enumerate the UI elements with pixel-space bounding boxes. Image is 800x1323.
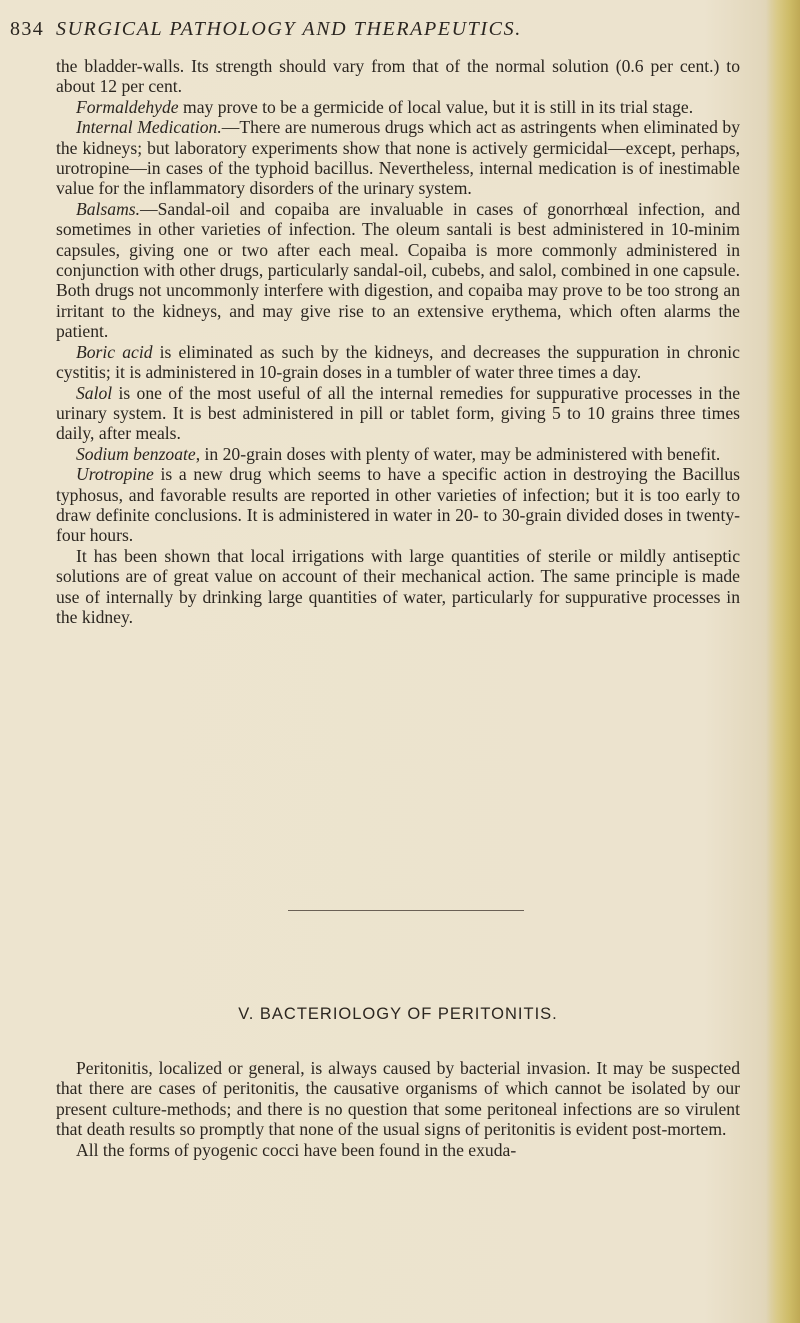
paragraph-text: All the forms of pyogenic cocci have been found in the exuda- — [76, 1139, 517, 1160]
running-title: SURGICAL PATHOLOGY AND THERAPEUTICS. — [56, 18, 522, 40]
paragraph-lead: Urotropine — [76, 464, 154, 485]
paragraph-sodium-benzoate — [56, 444, 740, 464]
paragraph-text: the bladder-walls. Its strength should vary from that of the normal solution (0.6 per cent.) to about 12 per cent. — [56, 56, 740, 97]
paragraph-bladder-walls — [56, 56, 740, 97]
paragraph-urotropine — [56, 464, 740, 546]
paragraph-lead: Internal Medication. — [76, 117, 222, 138]
page-edge-strip — [766, 0, 800, 1323]
paragraph-irrigations — [56, 546, 740, 628]
paragraph-balsams — [56, 199, 740, 342]
paragraph-formaldehyde — [56, 97, 740, 117]
page-header — [10, 8, 750, 44]
body-text — [56, 56, 740, 627]
paragraph-text: Peritonitis, localized or general, is always caused by bacterial invasion. It may be suspected that there are cases of peritonitis, the causative organisms of which cannot be isolated by our present culture-methods; and there is no question that some peritoneal infections are so virulent that death results so promptly that none of the usual signs of peritonitis is evident post-mortem. — [56, 1058, 740, 1140]
paragraph-lead: Sodium benzoate — [76, 443, 196, 464]
paragraph-text: is a new drug which seems to have a specific action in destroying the Bacillus typhosus, and favorable results are reported in other varieties of infection; but it is too early to draw definite conclusions. It is administered in water in 20- to 30-grain divided doses in twenty-four hours. — [56, 464, 740, 546]
page-number: 834 — [10, 18, 45, 40]
paragraph-text: —Sandal-oil and copaiba are invaluable in cases of gonorrhœal infection, and sometimes in other varieties of infection. The oleum santali is best administered in 10-minim capsules, giving one or two after each meal. Copaiba is more commonly administered in conjunction with other drugs, particularly sandal-oil, cubebs, and salol, combined in one capsule. Both drugs not uncommonly interfere with digestion, and copaiba may prove to be too strong an irritant to the kidneys, and may give rise to an extensive erythema, which often alarms the patient. — [56, 198, 740, 342]
paragraph-salol — [56, 383, 740, 444]
paragraph-text: is eliminated as such by the kidneys, and decreases the suppuration in chronic cystitis; it is administered in 10-grain doses in a tumbler of water three times a day. — [56, 341, 740, 383]
paragraph-lead: Balsams. — [76, 198, 141, 219]
paragraph-lead: Salol — [76, 382, 113, 403]
paragraph-peritonitis — [56, 1058, 740, 1140]
section-heading: V. BACTERIOLOGY OF PERITONITIS. — [238, 1005, 558, 1023]
paragraph-lead: Boric acid — [76, 341, 153, 362]
paragraph-text: may prove to be a germicide of local value, but it is still in its trial stage. — [178, 96, 694, 117]
paragraph-text: It has been shown that local irrigations with large quantities of sterile or mildly antiseptic solutions are of great value on account of their mechanical action. The same principle is made use of internally by drinking large quantities of water, particularly for suppurative processes in the kidney. — [56, 545, 740, 627]
paragraph-pyogenic-cocci — [56, 1140, 740, 1160]
paragraph-text: —There are numerous drugs which act as astringents when eliminated by the kidneys; but laboratory experiments show that none is actively germicidal—except, perhaps, urotropine—in cases of the typhoid bacillus. Nevertheless, internal medication is of inestimable value for the inflammatory disorders of the urinary system. — [56, 117, 741, 199]
paragraph-text: , in 20-grain doses with plenty of water, may be administered with benefit. — [195, 443, 721, 464]
paragraph-text: is one of the most useful of all the internal remedies for suppurative processes in the urinary system. It is best administered in pill or tablet form, giving 5 to 10 grains three times daily, after meals. — [56, 382, 740, 444]
paragraph-boric-acid — [56, 342, 740, 383]
section-divider — [288, 910, 524, 911]
section-text — [56, 1058, 740, 1160]
paragraph-lead: Formaldehyde — [76, 96, 179, 117]
paragraph-internal-medication — [56, 117, 740, 199]
